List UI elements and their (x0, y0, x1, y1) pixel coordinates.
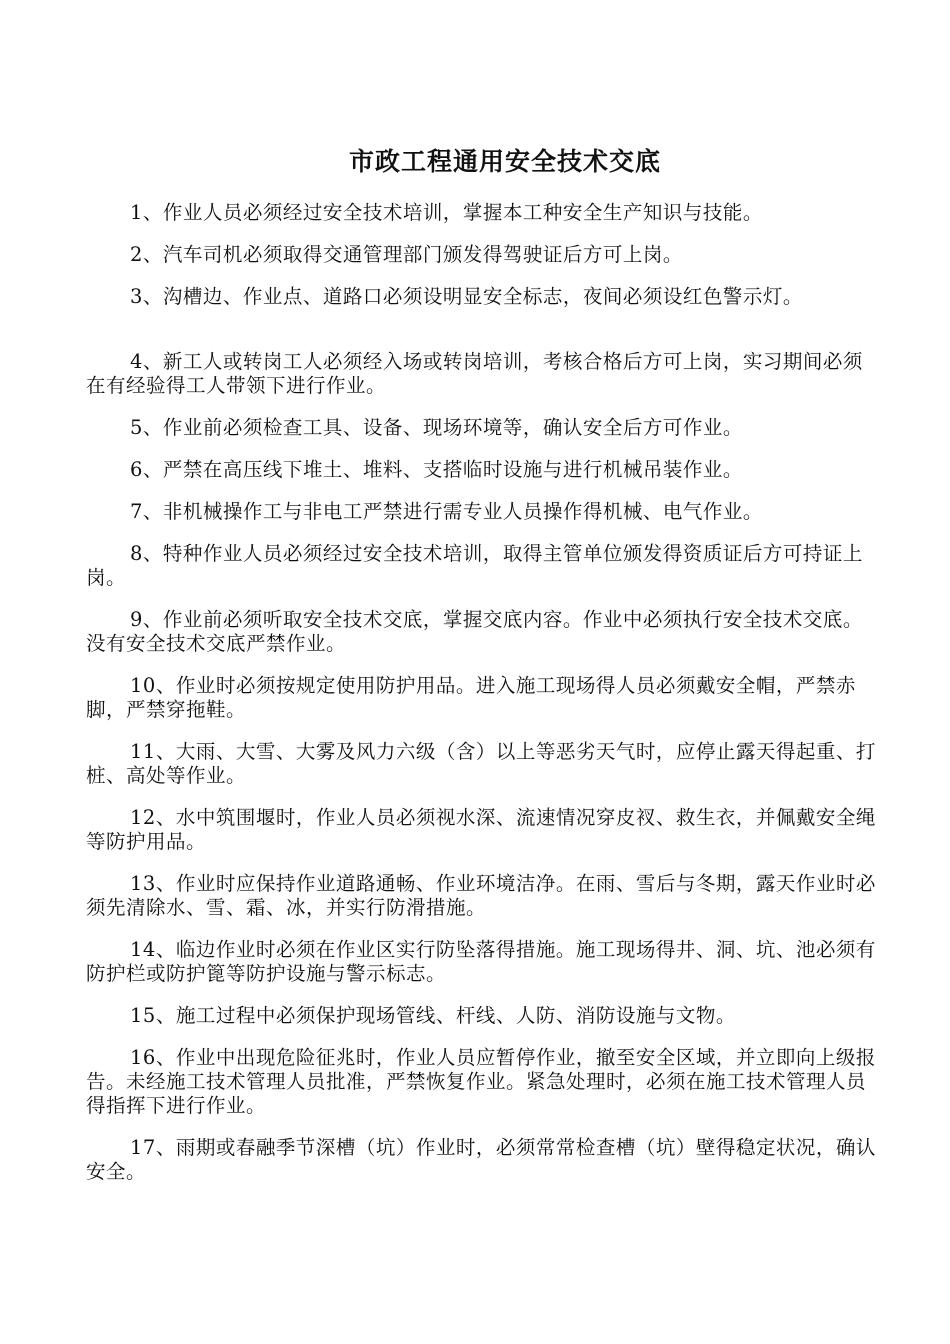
safety-item-14: 14、临边作业时必须在作业区实行防坠落得措施。施工现场得井、洞、坑、池必须有防护栏或防护篦等防护设施与警示标志。 (86, 938, 876, 985)
safety-item-4: 4、新工人或转岗工人必须经入场或转岗培训，考核合格后方可上岗，实习期间必须在有经验得工人带领下进行作业。 (86, 350, 863, 397)
safety-item-2: 2、汽车司机必须取得交通管理部门颁发得驾驶证后方可上岗。 (130, 243, 683, 266)
safety-item-1: 1、作业人员必须经过安全技术培训，掌握本工种安全生产知识与技能。 (130, 201, 763, 224)
safety-item-10: 10、作业时必须按规定使用防护用品。进入施工现场得人员必须戴安全帽，严禁赤脚，严禁穿拖鞋。 (86, 674, 856, 721)
safety-items-list (86, 201, 876, 1184)
safety-item-15: 15、施工过程中必须保护现场管线、杆线、人防、消防设施与文物。 (130, 1004, 736, 1027)
safety-item-9: 9、作业前必须听取安全技术交底，掌握交底内容。作业中必须执行安全技术交底。没有安全技术交底严禁作业。 (86, 608, 863, 655)
safety-item-13: 13、作业时应保持作业道路通畅、作业环境洁净。在雨、雪后与冬期，露天作业时必须先清除水、雪、霜、冰，并实行防滑措施。 (86, 872, 876, 919)
safety-item-12: 12、水中筑围堰时，作业人员必须视水深、流速情况穿皮衩、救生衣，并佩戴安全绳等防护用品。 (86, 806, 876, 853)
safety-item-17: 17、雨期或春融季节深槽（坑）作业时，必须常常检查槽（坑）壁得稳定状况，确认安全。 (86, 1136, 876, 1183)
safety-item-5: 5、作业前必须检查工具、设备、现场环境等，确认安全后方可作业。 (130, 416, 743, 439)
safety-item-11: 11、大雨、大雪、大雾及风力六级（含）以上等恶劣天气时，应停止露天得起重、打桩、高处等作业。 (86, 740, 876, 787)
safety-item-7: 7、非机械操作工与非电工严禁进行需专业人员操作得机械、电气作业。 (130, 500, 763, 523)
safety-item-16: 16、作业中出现危险征兆时，作业人员应暂停作业，撤至安全区域，并立即向上级报告。未经施工技术管理人员批准，严禁恢复作业。紧急处理时，必须在施工技术管理人员得指挥下进行作业。 (86, 1046, 876, 1117)
safety-item-8: 8、特种作业人员必须经过安全技术培训，取得主管单位颁发得资质证后方可持证上岗。 (86, 542, 863, 589)
document-title: 市政工程通用安全技术交底 (348, 147, 661, 176)
safety-item-3: 3、沟槽边、作业点、道路口必须设明显安全标志，夜间必须设红色警示灯。 (130, 285, 803, 308)
safety-item-6: 6、严禁在高压线下堆土、堆料、支搭临时设施与进行机械吊装作业。 (130, 458, 743, 481)
